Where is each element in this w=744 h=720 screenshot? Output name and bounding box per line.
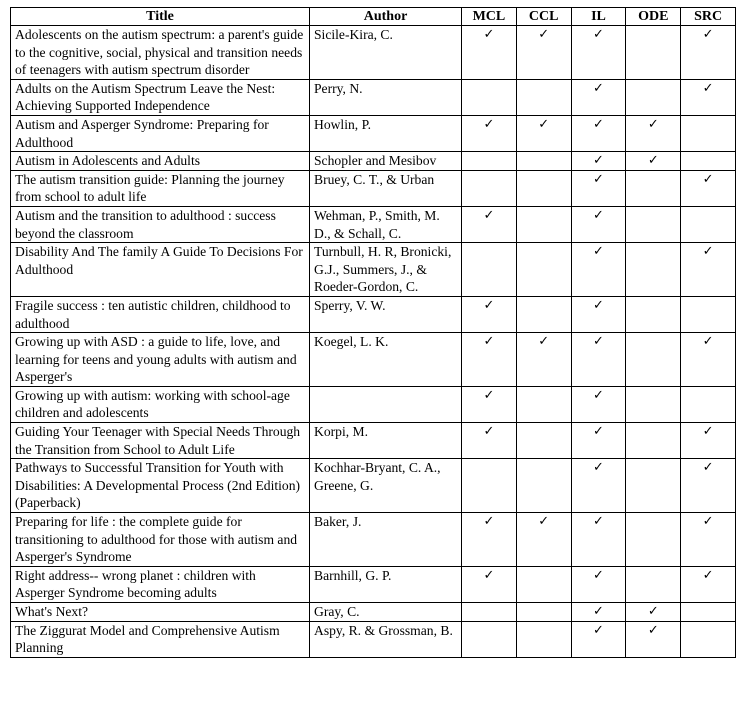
- ccl-check-cell: [516, 152, 571, 171]
- mcl-check-cell: ✓: [462, 206, 517, 242]
- author-cell: Baker, J.: [310, 513, 462, 567]
- table-row: [11, 243, 736, 297]
- ccl-check-cell: [516, 170, 571, 206]
- ode-check-cell: [626, 296, 681, 332]
- src-check-cell: [681, 386, 736, 422]
- mcl-check-cell: [462, 152, 517, 171]
- src-check-cell: [681, 621, 736, 657]
- src-check-cell: ✓: [681, 26, 736, 80]
- header-il: IL: [571, 8, 626, 26]
- ode-check-cell: [626, 170, 681, 206]
- mcl-check-cell: [462, 79, 517, 115]
- table-row: [11, 296, 736, 332]
- il-check-cell: ✓: [571, 243, 626, 297]
- ccl-check-cell: [516, 459, 571, 513]
- header-row: [11, 8, 736, 26]
- src-check-cell: [681, 152, 736, 171]
- title-cell: Autism and the transition to adulthood : success beyond the classroom: [11, 206, 310, 242]
- ode-check-cell: ✓: [626, 603, 681, 622]
- il-check-cell: ✓: [571, 26, 626, 80]
- mcl-check-cell: ✓: [462, 566, 517, 602]
- table-row: [11, 459, 736, 513]
- ode-check-cell: [626, 459, 681, 513]
- header-author: Author: [310, 8, 462, 26]
- il-check-cell: ✓: [571, 386, 626, 422]
- header-title: Title: [11, 8, 310, 26]
- ode-check-cell: [626, 26, 681, 80]
- ode-check-cell: [626, 423, 681, 459]
- src-check-cell: ✓: [681, 79, 736, 115]
- ode-check-cell: [626, 386, 681, 422]
- il-check-cell: ✓: [571, 423, 626, 459]
- il-check-cell: ✓: [571, 459, 626, 513]
- title-cell: Autism in Adolescents and Adults: [11, 152, 310, 171]
- title-cell: Guiding Your Teenager with Special Needs Through the Transition from School to Adult Life: [11, 423, 310, 459]
- title-cell: Right address-- wrong planet : children with Asperger Syndrome becoming adults: [11, 566, 310, 602]
- table-row: [11, 603, 736, 622]
- src-check-cell: ✓: [681, 170, 736, 206]
- table-row: [11, 170, 736, 206]
- mcl-check-cell: ✓: [462, 26, 517, 80]
- table-row: [11, 621, 736, 657]
- ccl-check-cell: [516, 386, 571, 422]
- ode-check-cell: ✓: [626, 115, 681, 151]
- table-row: [11, 386, 736, 422]
- title-cell: Growing up with autism: working with school-age children and adolescents: [11, 386, 310, 422]
- il-check-cell: ✓: [571, 79, 626, 115]
- ccl-check-cell: [516, 243, 571, 297]
- ccl-check-cell: [516, 566, 571, 602]
- il-check-cell: ✓: [571, 603, 626, 622]
- mcl-check-cell: [462, 243, 517, 297]
- src-check-cell: ✓: [681, 423, 736, 459]
- src-check-cell: [681, 296, 736, 332]
- ode-check-cell: [626, 79, 681, 115]
- mcl-check-cell: [462, 459, 517, 513]
- ode-check-cell: [626, 333, 681, 387]
- table-row: [11, 566, 736, 602]
- ccl-check-cell: [516, 621, 571, 657]
- header-mcl: MCL: [462, 8, 517, 26]
- title-cell: Growing up with ASD : a guide to life, love, and learning for teens and young adults with autism and Asperger's: [11, 333, 310, 387]
- src-check-cell: ✓: [681, 513, 736, 567]
- src-check-cell: ✓: [681, 243, 736, 297]
- author-cell: Perry, N.: [310, 79, 462, 115]
- table-row: [11, 206, 736, 242]
- ccl-check-cell: ✓: [516, 26, 571, 80]
- title-cell: The Ziggurat Model and Comprehensive Autism Planning: [11, 621, 310, 657]
- table-row: [11, 513, 736, 567]
- author-cell: [310, 386, 462, 422]
- table-row: [11, 115, 736, 151]
- mcl-check-cell: [462, 621, 517, 657]
- title-cell: Adolescents on the autism spectrum: a parent's guide to the cognitive, social, physical and transition needs of teenagers with autism spectrum disorder: [11, 26, 310, 80]
- ccl-check-cell: ✓: [516, 513, 571, 567]
- title-cell: Preparing for life : the complete guide for transitioning to adulthood for those with autism and Asperger's Syndrome: [11, 513, 310, 567]
- ccl-check-cell: [516, 79, 571, 115]
- mcl-check-cell: ✓: [462, 423, 517, 459]
- title-cell: Adults on the Autism Spectrum Leave the Nest: Achieving Supported Independence: [11, 79, 310, 115]
- ode-check-cell: [626, 243, 681, 297]
- ccl-check-cell: [516, 423, 571, 459]
- il-check-cell: ✓: [571, 333, 626, 387]
- ccl-check-cell: [516, 296, 571, 332]
- title-cell: The autism transition guide: Planning the journey from school to adult life: [11, 170, 310, 206]
- author-cell: Gray, C.: [310, 603, 462, 622]
- mcl-check-cell: ✓: [462, 513, 517, 567]
- ccl-check-cell: ✓: [516, 115, 571, 151]
- title-cell: Autism and Asperger Syndrome: Preparing for Adulthood: [11, 115, 310, 151]
- header-ode: ODE: [626, 8, 681, 26]
- resource-table: [10, 7, 736, 658]
- mcl-check-cell: [462, 170, 517, 206]
- table-row: [11, 423, 736, 459]
- src-check-cell: ✓: [681, 459, 736, 513]
- header-src: SRC: [681, 8, 736, 26]
- il-check-cell: ✓: [571, 206, 626, 242]
- mcl-check-cell: ✓: [462, 386, 517, 422]
- il-check-cell: ✓: [571, 296, 626, 332]
- mcl-check-cell: [462, 603, 517, 622]
- mcl-check-cell: ✓: [462, 115, 517, 151]
- src-check-cell: ✓: [681, 566, 736, 602]
- src-check-cell: ✓: [681, 333, 736, 387]
- il-check-cell: ✓: [571, 513, 626, 567]
- title-cell: Pathways to Successful Transition for Youth with Disabilities: A Developmental Process (2nd Edition) (Paperback): [11, 459, 310, 513]
- author-cell: Sperry, V. W.: [310, 296, 462, 332]
- ode-check-cell: ✓: [626, 621, 681, 657]
- ccl-check-cell: ✓: [516, 333, 571, 387]
- il-check-cell: ✓: [571, 115, 626, 151]
- il-check-cell: ✓: [571, 152, 626, 171]
- mcl-check-cell: ✓: [462, 333, 517, 387]
- src-check-cell: [681, 115, 736, 151]
- table-row: [11, 26, 736, 80]
- src-check-cell: [681, 206, 736, 242]
- author-cell: Bruey, C. T., & Urban: [310, 170, 462, 206]
- ode-check-cell: [626, 566, 681, 602]
- author-cell: Turnbull, H. R, Bronicki, G.J., Summers, J., & Roeder-Gordon, C.: [310, 243, 462, 297]
- ode-check-cell: [626, 206, 681, 242]
- author-cell: Kochhar-Bryant, C. A., Greene, G.: [310, 459, 462, 513]
- ode-check-cell: [626, 513, 681, 567]
- author-cell: Sicile-Kira, C.: [310, 26, 462, 80]
- author-cell: Schopler and Mesibov: [310, 152, 462, 171]
- author-cell: Howlin, P.: [310, 115, 462, 151]
- ccl-check-cell: [516, 603, 571, 622]
- src-check-cell: [681, 603, 736, 622]
- ode-check-cell: ✓: [626, 152, 681, 171]
- header-ccl: CCL: [516, 8, 571, 26]
- table-row: [11, 333, 736, 387]
- table-row: [11, 79, 736, 115]
- author-cell: Korpi, M.: [310, 423, 462, 459]
- il-check-cell: ✓: [571, 170, 626, 206]
- author-cell: Koegel, L. K.: [310, 333, 462, 387]
- il-check-cell: ✓: [571, 566, 626, 602]
- mcl-check-cell: ✓: [462, 296, 517, 332]
- title-cell: What's Next?: [11, 603, 310, 622]
- author-cell: Barnhill, G. P.: [310, 566, 462, 602]
- title-cell: Fragile success : ten autistic children, childhood to adulthood: [11, 296, 310, 332]
- author-cell: Wehman, P., Smith, M. D., & Schall, C.: [310, 206, 462, 242]
- ccl-check-cell: [516, 206, 571, 242]
- title-cell: Disability And The family A Guide To Decisions For Adulthood: [11, 243, 310, 297]
- il-check-cell: ✓: [571, 621, 626, 657]
- table-row: [11, 152, 736, 171]
- author-cell: Aspy, R. & Grossman, B.: [310, 621, 462, 657]
